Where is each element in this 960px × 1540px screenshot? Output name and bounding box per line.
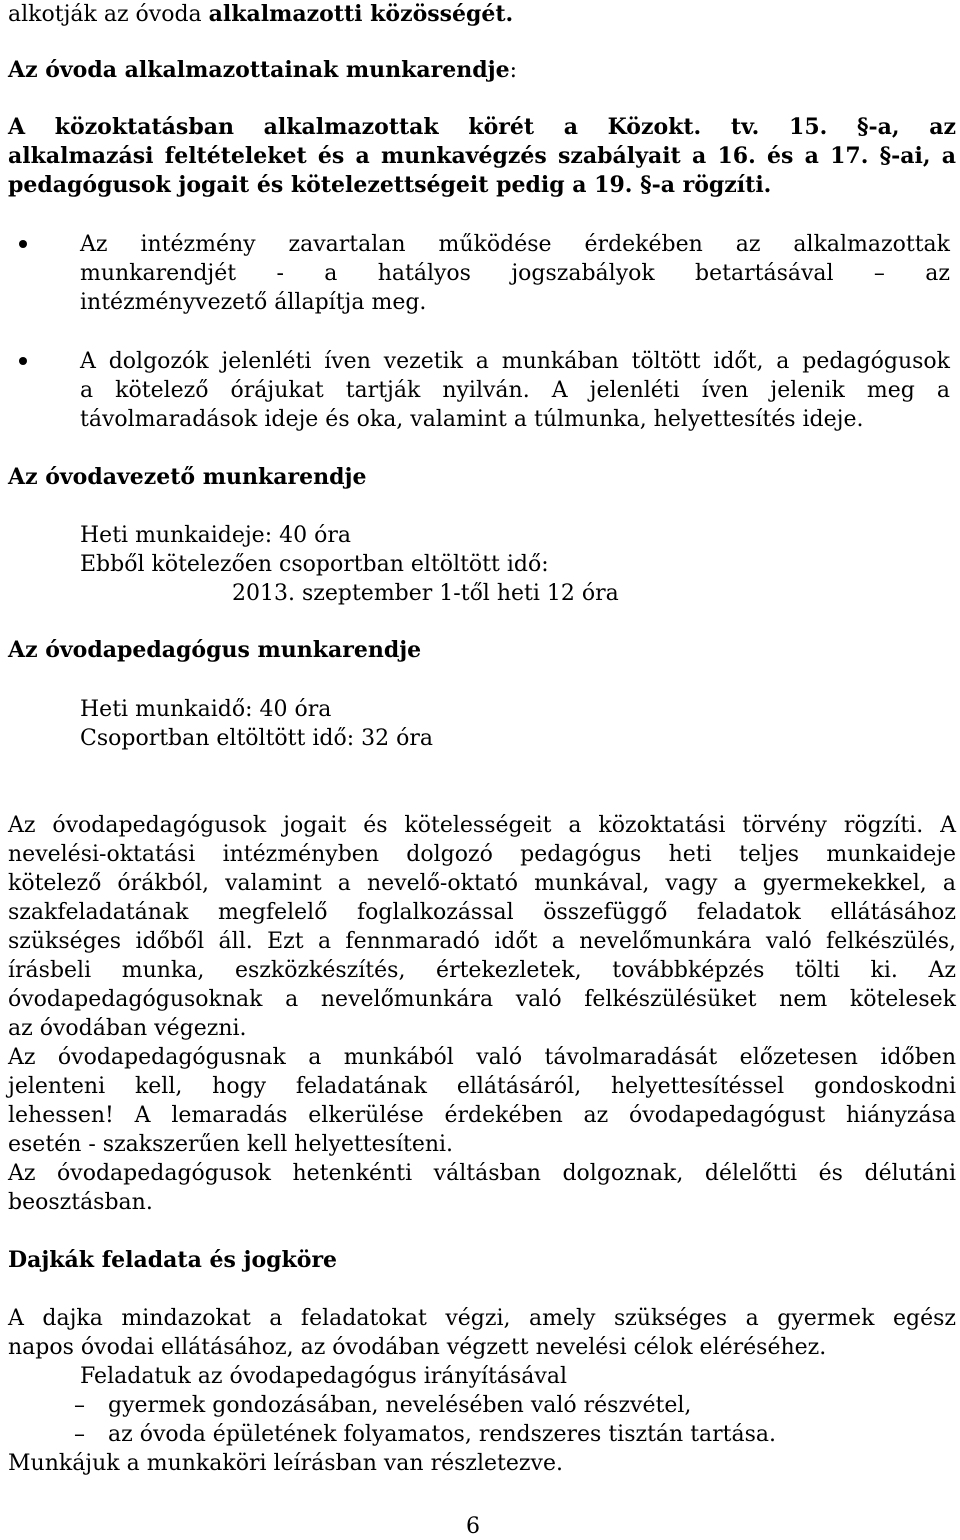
nanny-closing: Munkájuk a munkaköri leírásban van részletezve.: [8, 1451, 563, 1476]
bullet-1-line-1: Az intézmény zavartalan működése érdekében az alkalmazottak: [80, 232, 950, 257]
teacher-weekly-hours: Heti munkaidő: 40 óra: [80, 697, 332, 722]
section-heading-nanny: Dajkák feladata és jogköre: [8, 1247, 338, 1273]
teacher-paragraph-line: Az óvodapedagógusok hetenkénti váltásban dolgoznak, délelőtti és délutáni: [8, 1161, 956, 1186]
teacher-paragraph-line: kötelező órákból, valamint a nevelő-oktató munkával, vagy a gyermekekkel, a: [8, 871, 956, 896]
nanny-task-item: az óvoda épületének folyamatos, rendszeres tisztán tartása.: [108, 1422, 777, 1447]
intro-prefix: alkotják az óvoda: [8, 2, 209, 27]
nanny-tasks-intro: Feladatuk az óvodapedagógus irányításával: [80, 1364, 567, 1389]
law-line-1: A közoktatásban alkalmazottak körét a Közokt. tv. 15. §-a, az: [8, 114, 956, 140]
bullet-2-line-1: A dolgozók jelenléti íven vezetik a munkában töltött időt, a pedagógusok: [80, 349, 950, 374]
section-heading-director: Az óvodavezető munkarendje: [8, 464, 367, 490]
law-line-2: alkalmazási feltételeket és a munkavégzés szabályait a 16. és a 17. §-ai, a: [8, 143, 956, 169]
teacher-paragraph-line: írásbeli munka, eszközkészítés, értekezletek, továbbképzés tölti ki. Az: [8, 958, 956, 983]
dash-marker: –: [74, 1422, 85, 1447]
nanny-task-item: gyermek gondozásában, nevelésében való részvétel,: [108, 1393, 692, 1418]
page-number: 6: [466, 1514, 480, 1539]
section-heading-staff-schedule: [8, 56, 517, 85]
nanny-line: A dajka mindazokat a feladatokat végzi, amely szükséges a gyermek egész: [8, 1306, 956, 1331]
teacher-paragraph-line: beosztásban.: [8, 1190, 153, 1215]
teacher-paragraph-line: esetén - szakszerűen kell helyettesíteni.: [8, 1132, 454, 1157]
teacher-paragraph-line: nevelési-oktatási intézményben dolgozó pedagógus heti teljes munkaideje: [8, 842, 956, 867]
heading-text: Az óvoda alkalmazottainak munkarendje: [8, 57, 510, 83]
teacher-paragraph-line: szakfeladatának megfelelő foglalkozással összefüggő feladatok ellátásához: [8, 900, 956, 925]
teacher-paragraph-line: Az óvodapedagógusok jogait és kötelességeit a közoktatási törvény rögzíti. A: [8, 813, 956, 838]
bullet-dot-2: [19, 357, 27, 365]
law-line-3: pedagógusok jogait és kötelezettségeit pedig a 19. §-a rögzíti.: [8, 172, 772, 198]
teacher-paragraph-line: az óvodában végezni.: [8, 1016, 247, 1041]
bullet-1-line-2: munkarendjét - a hatályos jogszabályok betartásával – az: [80, 261, 950, 286]
director-group-time-value: 2013. szeptember 1-től heti 12 óra: [232, 581, 619, 606]
teacher-group-time: Csoportban eltöltött idő: 32 óra: [80, 726, 433, 751]
bullet-2-line-2: a kötelező órájukat tartják nyilván. A jelenléti íven jelenik meg a: [80, 378, 950, 403]
bullet-2-line-3: távolmaradások ideje és oka, valamint a túlmunka, helyettesítés ideje.: [80, 407, 864, 432]
dash-marker: –: [74, 1393, 85, 1418]
teacher-paragraph-line: Az óvodapedagógusnak a munkából való távolmaradását előzetesen időben: [8, 1045, 956, 1070]
teacher-paragraph-line: jelenteni kell, hogy feladatának ellátásáról, helyettesítéssel gondoskodni: [8, 1074, 956, 1099]
teacher-paragraph-line: szükséges időből áll. Ezt a fennmaradó időt a nevelőmunkára való felkészülés,: [8, 929, 956, 954]
director-weekly-hours: Heti munkaideje: 40 óra: [80, 523, 351, 548]
intro-bold: alkalmazotti közösségét.: [208, 1, 514, 27]
director-group-time-label: Ebből kötelezően csoportban eltöltött idő:: [80, 552, 549, 577]
bullet-1-line-3: intézményvezető állapítja meg.: [80, 290, 427, 315]
intro-continuation: [8, 0, 513, 29]
section-heading-teacher: Az óvodapedagógus munkarendje: [8, 637, 422, 663]
teacher-paragraph-line: lehessen! A lemaradás elkerülése érdekében az óvodapedagógust hiányzása: [8, 1103, 956, 1128]
bullet-dot-1: [19, 240, 27, 248]
teacher-paragraph-line: óvodapedagógusoknak a nevelőmunkára való felkészülésüket nem kötelesek: [8, 987, 956, 1012]
nanny-line: napos óvodai ellátásához, az óvodában végzett nevelési célok eléréséhez.: [8, 1335, 827, 1360]
heading-colon: :: [509, 58, 518, 83]
